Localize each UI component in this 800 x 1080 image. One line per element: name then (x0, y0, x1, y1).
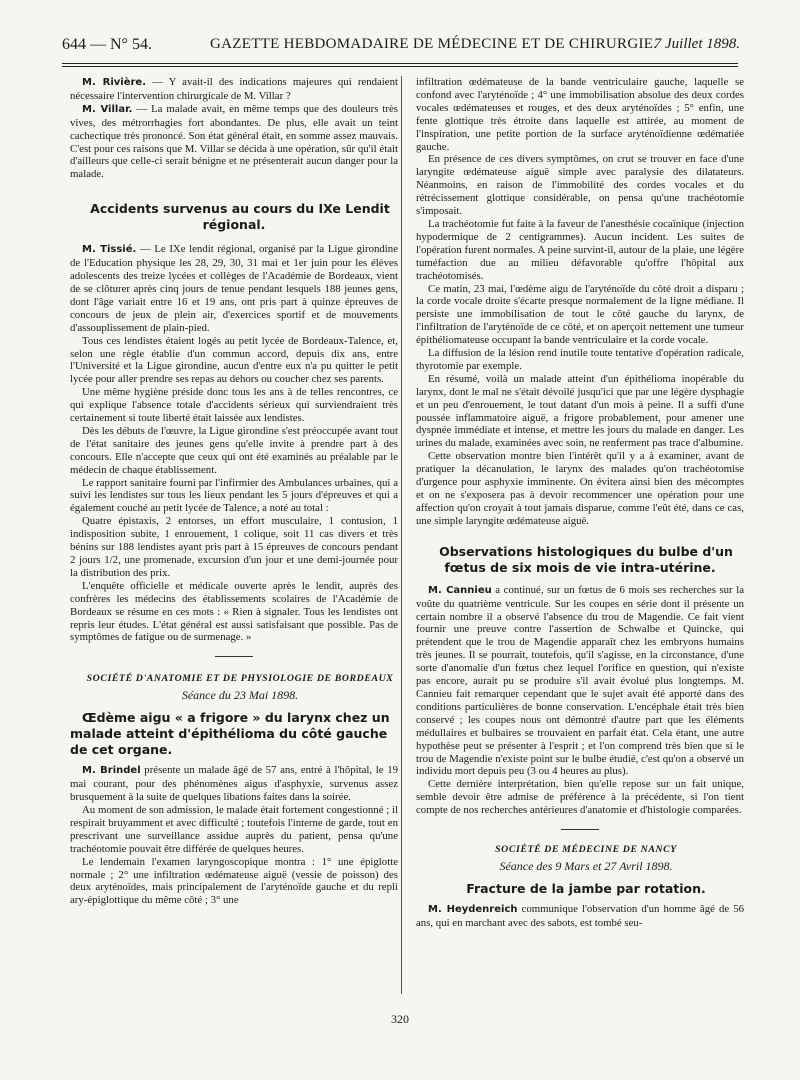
paragraph: Tous ces lendistes étaient logés au petit lycée de Bordeaux-Talence, et, selon une règle établie d'un commun accord, depuis dix ans, entre l'Université et la Ligue girondine, aucun d'entre eux n'a pu quitter le petit lycée pour aller prendre ses repas au dehors ou coucher chez ses parents. (70, 334, 398, 386)
paragraph: Cette dernière interprétation, bien qu'elle repose sur un fait unique, semble devoir être admise de préférence à la précédente, si l'on tient compte de nos recherches antérieures d'anatomie et d'histologie comparées. (416, 778, 744, 817)
paragraph: M. Villar. — La malade avait, en même temps que des douleurs très vives, des métrorrhagies fort abondantes. De plus, elle avait un teint cachectique très prononcé. Son état général était, en somme assez mauvais. C'est pour ces raisons que M. Villar se décida à une opération, sûr qu'il était d'ailleurs que celle-ci serait bénigne et ne présenterait aucun danger pour la malade. (70, 102, 398, 181)
society-heading: SOCIÉTÉ DE MÉDECINE DE NANCY (495, 844, 677, 856)
section-heading: Accidents survenus au cours du IXe Lendit régional. (90, 201, 390, 233)
society-heading: SOCIÉTÉ D'ANATOMIE ET DE PHYSIOLOGIE DE BORDEAUX (86, 673, 394, 685)
header-rule (62, 63, 738, 64)
paragraph: Quatre épistaxis, 2 entorses, un effort musculaire, 1 contusion, 1 indisposition subite, 1 enrouement, 1 colique, soit 11 cas divers et très bénins sur 188 lendistes ayant pris part à 15 épreuves de concours pendant 2 jours 1/2, une promenade, excursion d'un jour et une demi-journée pour la distribution des prix. (70, 515, 398, 579)
paragraph: En résumé, voilà un malade atteint d'un épithélioma inopérable du larynx, dont le mal ne s'était dévoilé jusqu'ici que par une légère dysphagie et un peu d'enrouement, le tout datant d'un mois à peine. Il a suffi d'une poussée inflammatoire aiguë, a frigore probablement, pour amener une dyspnée immédiate et intense, et mettre les jours du malade en danger. Les urines du malade, examinées avec soin, ne renferment pas trace d'albumine. (416, 372, 744, 450)
paragraph: La diffusion de la lésion rend inutile toute tentative d'opération radicale, thyrotomie par exemple. (416, 347, 744, 372)
speaker-name: M. Brindel (82, 765, 141, 777)
paragraph: M. Brindel présente un malade âgé de 57 ans, entré à l'hôpital, le 19 mai courant, pour des phénomènes aigus d'asphyxie, survenus assez brusquement à la suite de quelques libations faites dans la soirée. (70, 764, 399, 804)
section-heading: Observations histologiques du bulbe d'un fœtus de six mois de vie intra-utérine. (439, 543, 733, 575)
paragraph: M. Heydenreich communique l'observation d'un homme âgé de 56 ans, qui en marchant avec des sabots, est tombé seu- (416, 902, 744, 929)
section-heading: Œdème aigu « a frigore » du larynx chez un malade atteint d'épithélioma du côté gauche de cet organe. (70, 710, 390, 758)
paragraph: Au moment de son admission, le malade était fortement congestionné ; il respirait bruyamment et avec difficulté ; toutefois l'interne de garde, tout en prescrivant une surveillance assidue auprès du patient, pensa qu'une trachéotomie pouvait être différée de quelques heures. (70, 803, 398, 855)
session-date: Séance du 23 Mai 1898. (181, 688, 299, 703)
page-number: 320 (391, 1012, 409, 1026)
session-date: Séance des 9 Mars et 27 Avril 1898. (499, 859, 673, 874)
paragraph: M. Cannieu a continué, sur un fœtus de 6 mois ses recherches sur la voûte du quatrième ventricule. Sur les coupes en série dont il présente un certain nombre il a observé l'absence du trou de Magendie. Ce fait vient fournir une preuve contre l'assertion de Schwalbe et Quincke, qui prétendent que le trou de Magendie apparaît chez les embryons humains très jeunes. Il se pourrait, toutefois, qu'il s'agisse, en la circonstance, d'une sorte d'anomalie d'un fœtus chez lequel l'orifice en question, qui n'existe pas encore, aurait pu se produire s'il avait évolué plus longtemps. M. Cannieu fait remarquer cependant que le sujet avait été apporté dans des conditions particulières de bonne conservation. L'encéphale était très bien conservé ; les coupes nous ont démontré d'autre part que les éléments médullaires et bulbaires se trouvaient en parfait état. Cela étant, une autre hypothèse peut se présenter à l'esprit ; et l'on comprend très bien que si le trou de Magendie n'existe point sur le bulbe étudié, c'est qu'on a observé un individu mort depuis peu (3 ou 4 heures au plus). (416, 583, 744, 778)
paragraph: infiltration œdémateuse de la bande ventriculaire gauche, laquelle se confond avec l'aryténoïde ; 4° une immobilisation absolue des deux cordes vocales œdémateuses et rouges, et des deux aryténoïdes ; 5° enfin, une fente glottique très étroite dans laquelle est attirée, au moment de l'inspiration, une petite portion de la surface aryténoïdienne œdématiée gauche. (416, 76, 744, 153)
speaker-name: M. Rivière. (82, 77, 147, 88)
page-issue-number: 644 — N° 54. (62, 36, 152, 53)
header-rule-double (62, 66, 738, 67)
paragraph: Dès les débuts de l'œuvre, la Ligue girondine s'est préoccupée avant tout de l'état sanitaire des jeunes gens qu'elle invite à prendre part à des concours. Elle n'accepte que ceux qui ont été examinés au préalable par le médecin de chaque établissement. (70, 424, 398, 476)
speaker-name: M. Tissié. (82, 244, 137, 256)
journal-title: GAZETTE HEBDOMADAIRE DE MÉDECINE ET DE CHIRURGIE. (210, 36, 658, 52)
section-heading: Fracture de la jambe par rotation. (466, 880, 706, 896)
speaker-name: M. Cannieu (428, 584, 492, 596)
paragraph: Une même hygiène préside donc tous les ans à de telles rencontres, ce qui explique l'absence totale d'accidents sérieux qui surviendraient très certainement si toute liberté était laissée aux lendistes. (70, 386, 398, 425)
running-header (62, 36, 740, 60)
paragraph: Ce matin, 23 mai, l'œdème aigu de l'aryténoïde du côté droit a disparu ; la corde vocale droite s'écarte presque normalement de la ligne médiane. Il persiste une immobilisation de tout le côté gauche du larynx, de l'infiltration de l'aryténoïde de ce côté, et on aperçoit nettement une tumeur épithéliomateuse occupant la bande ventriculaire et la corde vocale. (416, 282, 744, 347)
issue-date: 7 Juillet 1898. (653, 36, 740, 52)
right-column (416, 76, 744, 930)
paragraph: M. Tissié. — Le IXe lendit régional, organisé par la Ligue girondine de l'Education physique les 28, 29, 30, 31 mai et 1er juin pour les élèves adolescents des treize lycées et collèges de l'Académie de Bordeaux, vient de se clôturer après cinq jours de tenue pendant lesquels 188 jeunes gens, dont l'âge variait entre 16 et 19 ans, ont pris part à quinze épreuves de concours de jeux de plein air, d'exercices sportif et de mouvements d'assouplissement de plain-pied. (70, 243, 398, 334)
speaker-name: M. Villar. (82, 103, 133, 115)
paragraph: M. Rivière. — Y avait-il des indications majeures qui rendaient nécessaire l'intervention chirurgicale de M. Villar ? (70, 76, 398, 102)
paragraph: Cette observation montre bien l'intérêt qu'il y a à examiner, avant de pratiquer la décanulation, le larynx des malades qu'on trachéotomise d'urgence pour asphyxie imminente. On évitera ainsi bien des mécomptes et on ne s'exposera pas à devoir recommencer une opération pour une affection qu'on croyait à tout jamais disparue, comme l'eût été, dans ce cas, une simple laryngite œdémateuse aiguë. (416, 450, 744, 527)
column-divider (401, 76, 402, 994)
left-column (70, 76, 398, 907)
paragraph: Le rapport sanitaire fourni par l'infirmier des Ambulances urbaines, qui a suivi les lendistes sur tous les lieux pendant les 5 jours d'épreuves et qui a également couché au petit lycée de Talence, a noté au total : (70, 476, 398, 515)
speaker-name: M. Heydenreich (428, 903, 518, 915)
paragraph: En présence de ces divers symptômes, on crut se trouver en face d'une laryngite œdémateuse aiguë simple avec paralysie des dilatateurs. Néanmoins, en raison de l'immobilité des cordes vocales et du rétrécissement glottique considérable, on pensa qu'une trachéotomie s'imposait. (416, 153, 744, 218)
paragraph: L'enquête officielle et médicale ouverte après le lendit, auprès des confrères les médecins des établissements scolaires de l'Académie de Bordeaux se résume en ces mots : « Rien à signaler. Tous les lendistes ont repris leur études. L'état général est aussi satisfaisant que possible. Pas de symptômes de fatigue ou de surmenage. » (70, 579, 398, 644)
paragraph: Le lendemain l'examen laryngoscopique montra : 1° une épiglotte normale ; 2° une infiltration œdémateuse aiguë (vessie de poisson) des deux aryténoïdes, mais principalement de l'aryténoïde gauche et du repli ary-épiglottique du même côté ; 3° une (70, 855, 398, 907)
paragraph: La trachéotomie fut faite à la faveur de l'anesthésie cocaïnique (injection hypodermique de 2 centigrammes). Aucun incident. Les suites de l'opération furent normales. A peine survint-il, autour de la plaie, une légère tuméfaction due au milieu défavorable qu'offre l'hôpital aux trachéotomisés. (416, 217, 744, 282)
